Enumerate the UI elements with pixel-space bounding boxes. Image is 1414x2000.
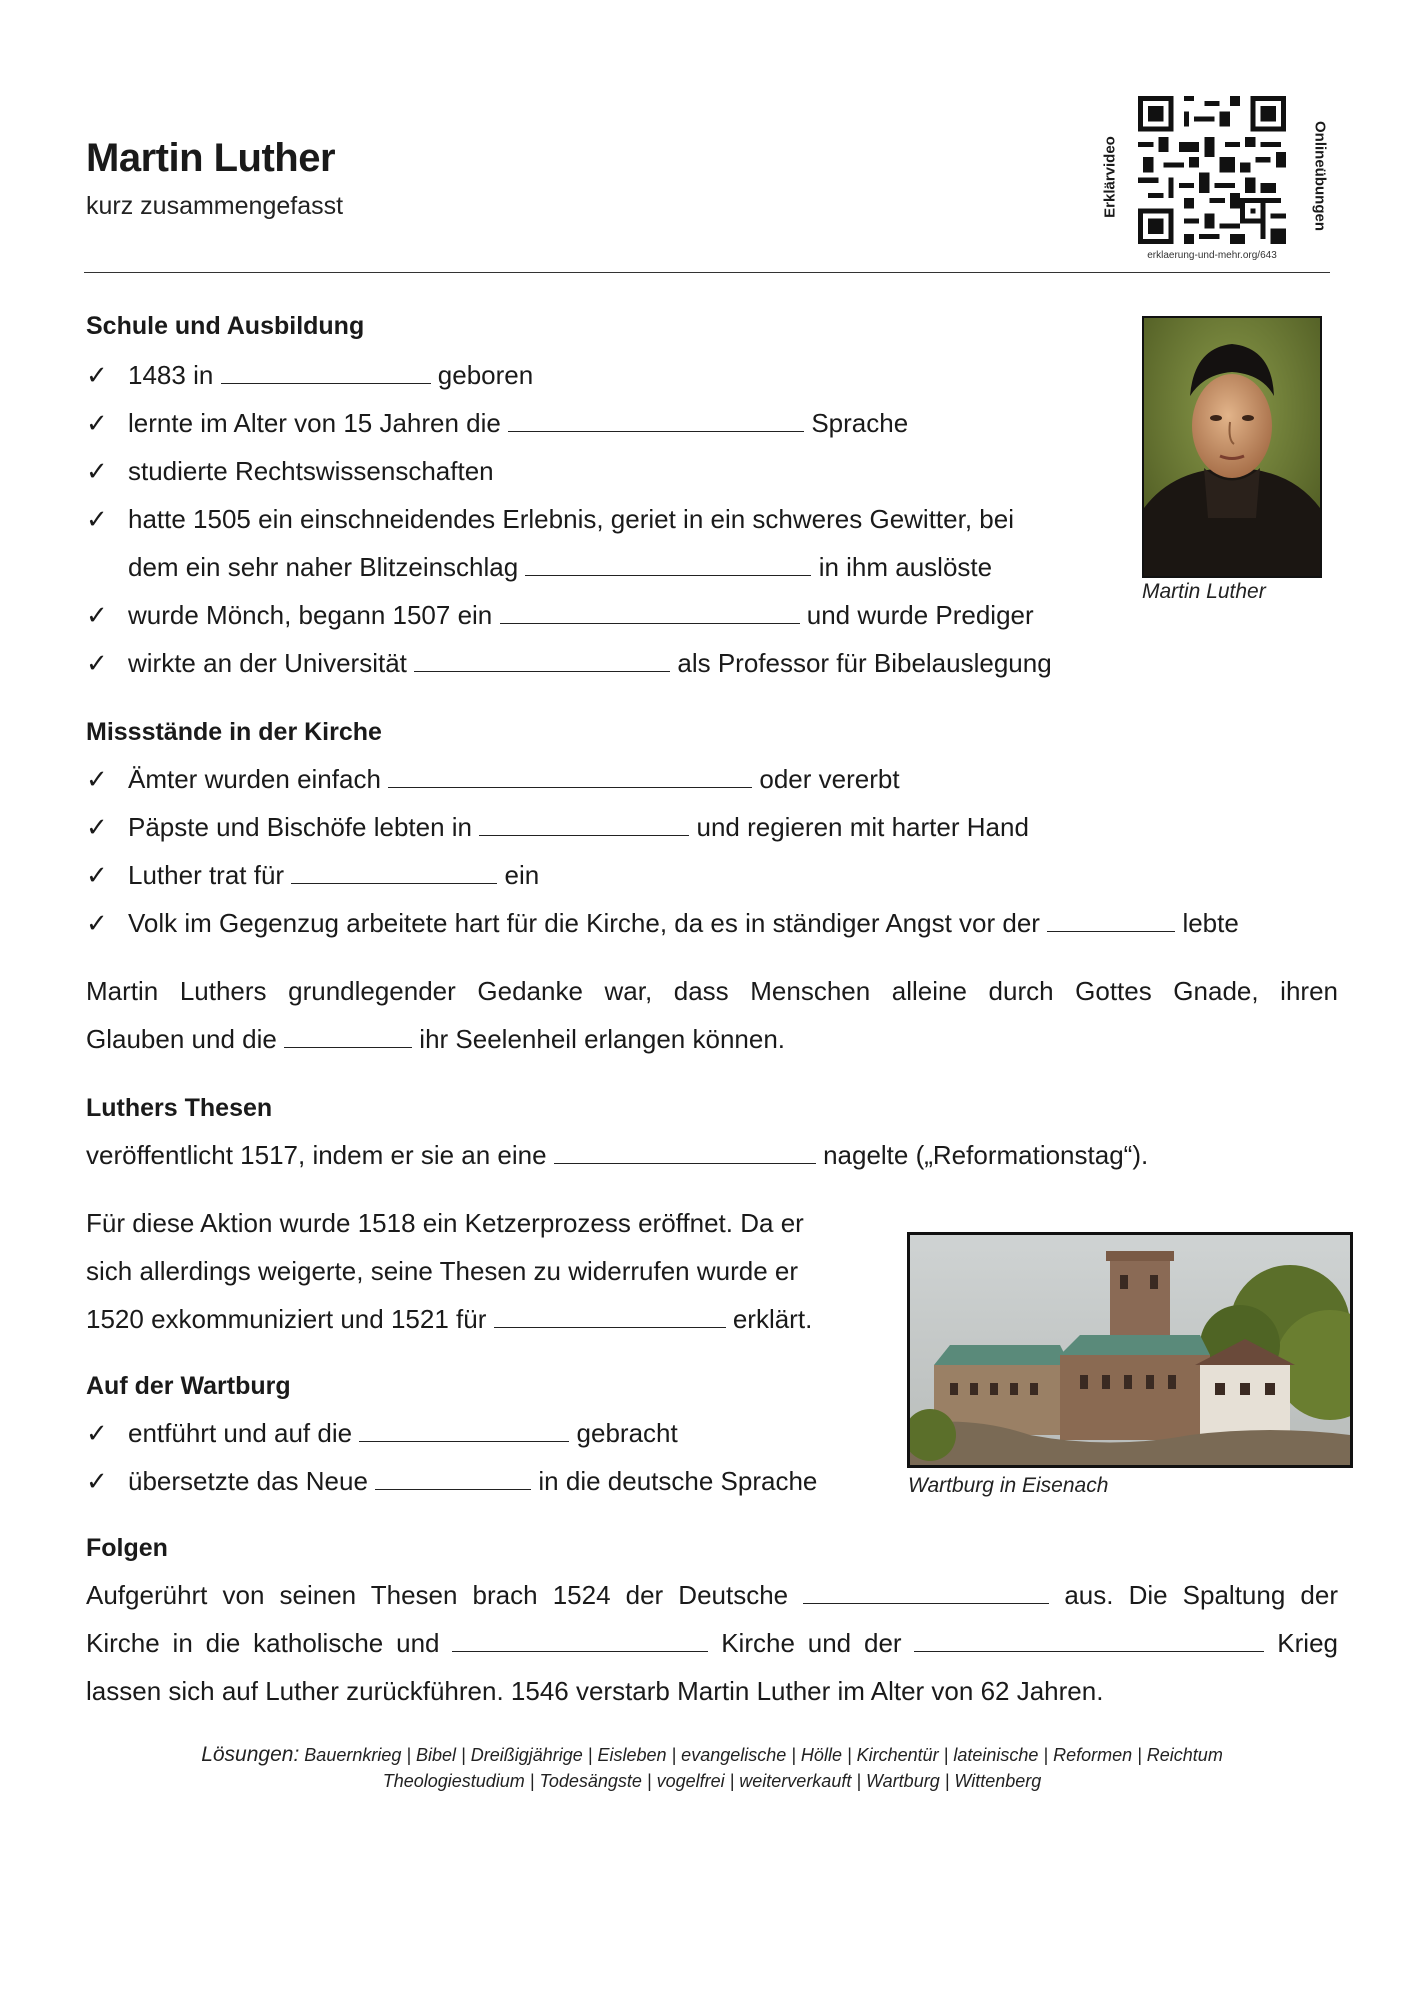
list-item: ✓ 1483 in geboren — [86, 360, 534, 390]
paragraph-line: Für diese Aktion wurde 1518 ein Ketzerprozess eröffnet. Da er — [86, 1208, 804, 1238]
section-heading-schule: Schule und Ausbildung — [86, 312, 365, 340]
portrait-image — [1142, 316, 1322, 578]
blank-field[interactable] — [494, 1305, 726, 1328]
castle-caption: Wartburg in Eisenach — [908, 1474, 1109, 1497]
paragraph-line: veröffentlicht 1517, indem er sie an eine nagelte („Reformationstag“). — [86, 1140, 1149, 1170]
list-item: ✓ Luther trat für ein — [86, 860, 540, 890]
blank-field[interactable] — [479, 813, 689, 836]
section-heading-folgen: Folgen — [86, 1534, 168, 1562]
paragraph-line: 1520 exkommuniziert und 1521 für erklärt. — [86, 1304, 813, 1334]
header-divider — [84, 272, 1330, 273]
blank-field[interactable] — [388, 765, 752, 788]
section-heading-thesen: Luthers Thesen — [86, 1094, 273, 1122]
list-item: ✓ wurde Mönch, begann 1507 ein und wurde Prediger — [86, 600, 1034, 630]
list-item: ✓ Päpste und Bischöfe lebten in und regieren mit harter Hand — [86, 812, 1029, 842]
paragraph-line: Kirche in die katholische und Kirche und der Krieg — [86, 1628, 1338, 1658]
list-item: ✓ studierte Rechtswissenschaften — [86, 456, 494, 486]
check-icon: ✓ — [86, 908, 108, 938]
list-item: ✓ entführt und auf die gebracht — [86, 1418, 678, 1448]
check-icon: ✓ — [86, 360, 108, 390]
blank-field[interactable] — [803, 1581, 1049, 1604]
castle-image — [907, 1232, 1353, 1468]
qr-block — [1098, 92, 1332, 268]
list-item: ✓ lernte im Alter von 15 Jahren die Sprache — [86, 408, 909, 438]
section-heading-wartburg: Auf der Wartburg — [86, 1372, 291, 1400]
qr-url: erklaerung-und-mehr.org/643 — [1147, 250, 1277, 261]
list-item: ✓ hatte 1505 ein einschneidendes Erlebnis, geriet in ein schweres Gewitter, bei — [86, 504, 1014, 534]
list-item-continuation: dem ein sehr naher Blitzeinschlag in ihm auslöste — [128, 552, 993, 582]
check-icon: ✓ — [86, 764, 108, 794]
check-icon: ✓ — [86, 1418, 108, 1448]
check-icon: ✓ — [86, 860, 108, 890]
blank-field[interactable] — [452, 1629, 708, 1652]
solutions-line-1 — [86, 1742, 1338, 1768]
blank-field[interactable] — [375, 1467, 531, 1490]
blank-field[interactable] — [221, 361, 431, 384]
solutions-label: Lösungen: — [201, 1743, 300, 1766]
check-icon: ✓ — [86, 408, 108, 438]
paragraph-line: sich allerdings weigerte, seine Thesen zu widerrufen wurde er — [86, 1256, 799, 1286]
blank-field[interactable] — [1047, 909, 1175, 932]
list-item: ✓ Ämter wurden einfach oder vererbt — [86, 764, 900, 794]
blank-field[interactable] — [284, 1025, 412, 1048]
blank-field[interactable] — [914, 1629, 1264, 1652]
solutions-words-1: Bauernkrieg | Bibel | Dreißigjährige | Eisleben | evangelische | Hölle | Kirchentür | lateinische | Reformen | Reichtum — [304, 1745, 1223, 1765]
list-item: ✓ wirkte an der Universität als Professor für Bibelauslegung — [86, 648, 1052, 678]
blank-field[interactable] — [525, 553, 811, 576]
qr-code-icon[interactable] — [1138, 96, 1286, 244]
check-icon: ✓ — [86, 456, 108, 486]
check-icon: ✓ — [86, 648, 108, 678]
paragraph-line: Glauben und die ihr Seelenheil erlangen können. — [86, 1024, 786, 1054]
solutions-line-2: Theologiestudium | Todesängste | vogelfrei | weiterverkauft | Wartburg | Wittenberg — [382, 1771, 1042, 1791]
paragraph-line: Martin Luthers grundlegender Gedanke war, dass Menschen alleine durch Gottes Gnade, ihren — [86, 976, 1338, 1006]
check-icon: ✓ — [86, 600, 108, 630]
page-title: Martin Luther — [86, 136, 336, 180]
blank-field[interactable] — [359, 1419, 569, 1442]
blank-field[interactable] — [291, 861, 497, 884]
paragraph-line: lassen sich auf Luther zurückführen. 1546 verstarb Martin Luther im Alter von 62 Jahren. — [86, 1676, 1104, 1706]
solutions-box — [86, 1742, 1338, 1794]
page-subtitle: kurz zusammengefasst — [86, 192, 344, 220]
check-icon: ✓ — [86, 812, 108, 842]
blank-field[interactable] — [500, 601, 800, 624]
blank-field[interactable] — [508, 409, 804, 432]
blank-field[interactable] — [554, 1141, 816, 1164]
paragraph-line: Aufgerührt von seinen Thesen brach 1524 der Deutsche aus. Die Spaltung der — [86, 1580, 1338, 1610]
section-heading-missstaende: Missstände in der Kirche — [86, 718, 382, 746]
portrait-caption: Martin Luther — [1142, 580, 1266, 603]
qr-label-right: Onlineübungen — [1311, 121, 1329, 231]
check-icon: ✓ — [86, 504, 108, 534]
list-item: ✓ Volk im Gegenzug arbeitete hart für die Kirche, da es in ständiger Angst vor der lebte — [86, 908, 1239, 938]
blank-field[interactable] — [414, 649, 670, 672]
check-icon: ✓ — [86, 1466, 108, 1496]
list-item: ✓ übersetzte das Neue in die deutsche Sprache — [86, 1466, 818, 1496]
qr-label-left: Erklärvideo — [1101, 136, 1119, 218]
